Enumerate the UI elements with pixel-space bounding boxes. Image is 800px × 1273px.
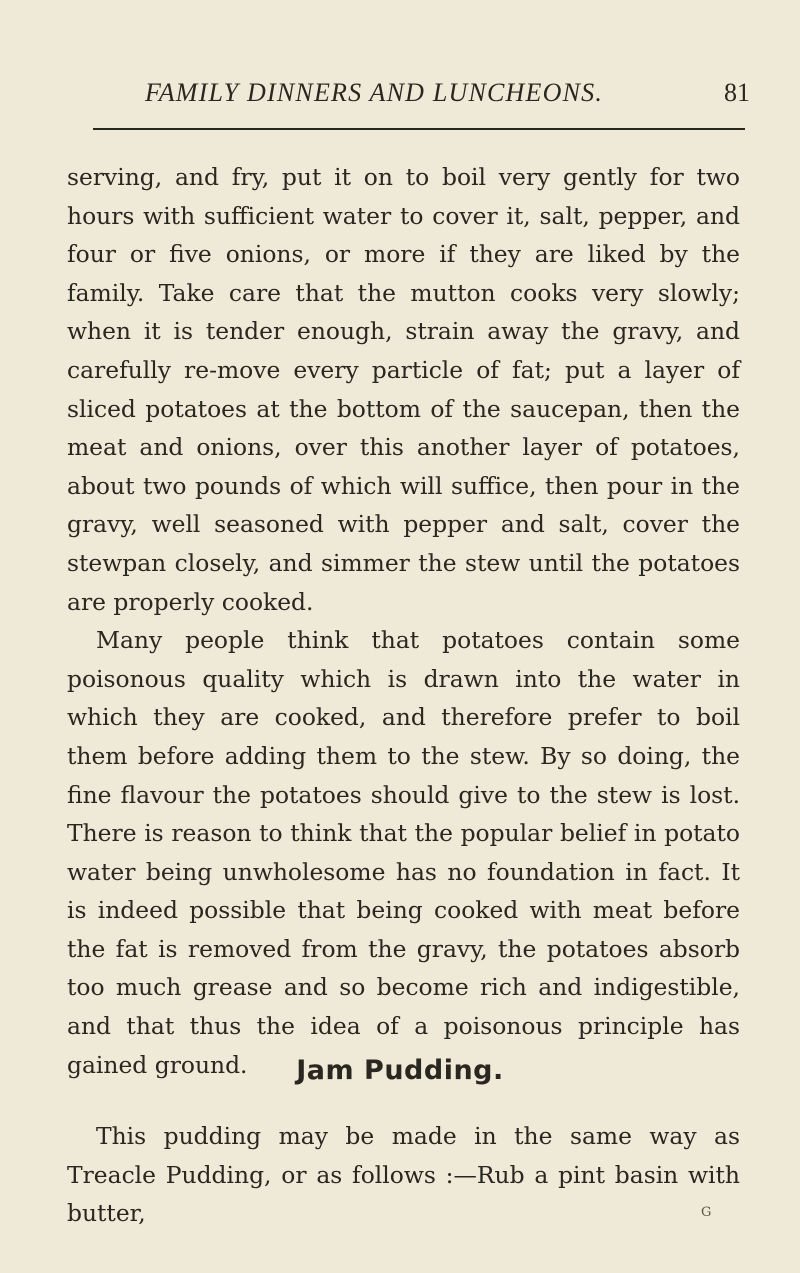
signature-mark: G	[701, 1205, 712, 1220]
running-title: FAMILY DINNERS AND LUNCHEONS.	[145, 78, 604, 107]
running-head	[145, 78, 750, 118]
page-number: 81	[724, 78, 750, 107]
body-text	[67, 158, 740, 1084]
paragraph-continuation: serving, and fry, put it on to boil very gently for two hours with sufficient water to cover it, salt, pepper, and four or five onions, or more if they are liked by the family. Take care that the mutton cooks very slowly; when it is tender enough, strain away the gravy, and carefully re-move every particle of fat; put a layer of sliced potatoes at the bottom of the saucepan, then the meat and onions, over this another layer of potatoes, about two pounds of which will suffice, then pour in the gravy, well seasoned with pepper and salt, cover the stewpan closely, and simmer the stew until the potatoes are properly cooked.	[67, 163, 740, 616]
section-text	[67, 1117, 740, 1233]
header-rule	[93, 128, 745, 130]
paragraph-potatoes: Many people think that potatoes contain some poisonous quality which is drawn into the water in which they are cooked, and therefore prefer to boil them before adding them to the stew. By so doing, the fine flavour the potatoes should give to the stew is lost. There is reason to think that the popular belief in potato water being unwholesome has no foundation in fact. It is indeed possible that being cooked with meat before the fat is removed from the gravy, the potatoes absorb too much grease and so become rich and indigestible, and that thus the idea of a poisonous principle has gained ground.	[67, 626, 740, 1079]
paragraph-jam-pudding: This pudding may be made in the same way as Treacle Pudding, or as follows :—Rub a pint basin with butter,	[67, 1122, 740, 1228]
section-title: Jam Pudding.	[296, 1055, 504, 1086]
